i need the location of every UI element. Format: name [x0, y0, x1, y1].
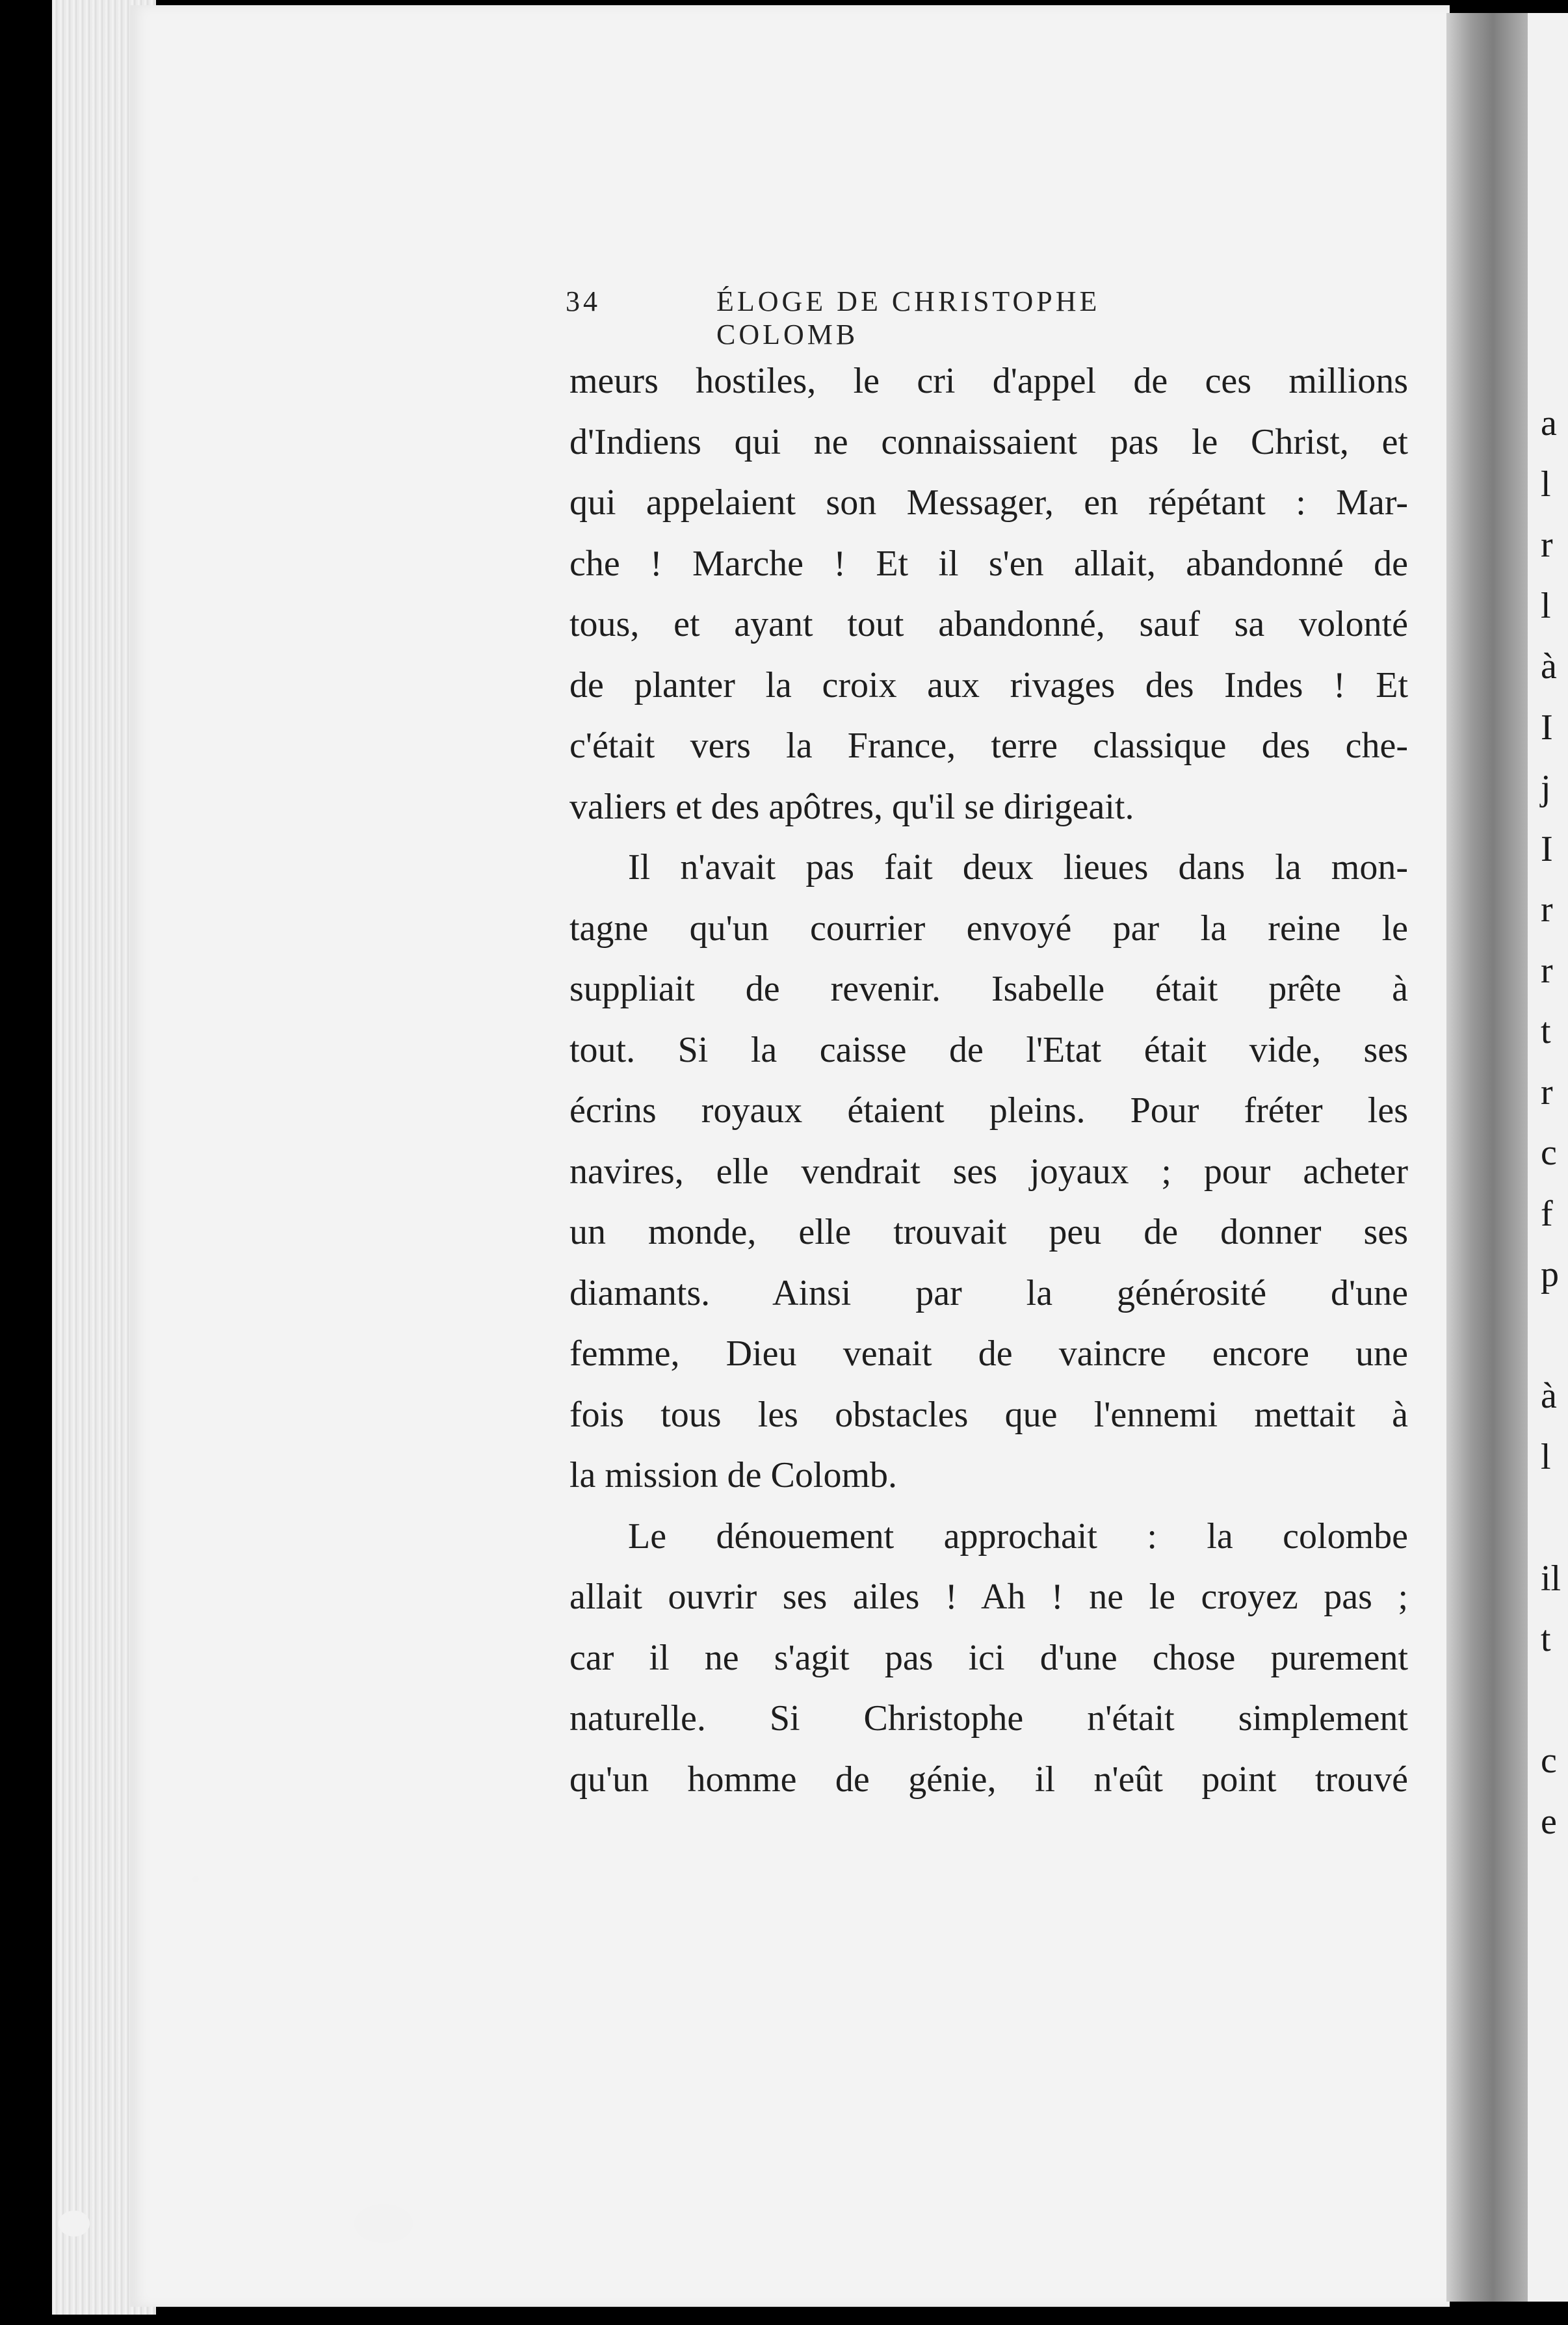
- text-line: Le dénouement approchait : la colombe: [628, 1516, 1408, 1557]
- running-header: [566, 285, 1235, 350]
- facing-page-fragment: r: [1541, 525, 1553, 565]
- facing-page-fragment: t: [1541, 1619, 1551, 1659]
- body-text: [569, 351, 1408, 1810]
- speck: [59, 2211, 90, 2237]
- facing-page-fragment: p: [1541, 1254, 1559, 1294]
- facing-page-fragment: c: [1541, 1740, 1557, 1781]
- text-line: tous, et ayant tout abandonné, sauf sa volonté: [569, 604, 1408, 644]
- text-line: tout. Si la caisse de l'Etat était vide, ses: [569, 1029, 1408, 1070]
- text-line: la mission de Colomb.: [569, 1455, 897, 1495]
- facing-page-fragment: I: [1541, 828, 1553, 869]
- text-line: c'était vers la France, terre classique des che-: [569, 726, 1408, 766]
- facing-page-fragment: f: [1541, 1193, 1553, 1234]
- text-line: écrins royaux étaient pleins. Pour fréter les: [569, 1090, 1408, 1131]
- facing-page-fragment: r: [1541, 950, 1553, 991]
- text-line: allait ouvrir ses ailes ! Ah ! ne le croyez pas ;: [569, 1577, 1408, 1617]
- text-line: qu'un homme de génie, il n'eût point trouvé: [569, 1759, 1408, 1800]
- text-line: che ! Marche ! Et il s'en allait, abandonné de: [569, 543, 1408, 584]
- facing-page-fragment: à: [1541, 1376, 1557, 1416]
- facing-page-fragment: l: [1541, 585, 1551, 626]
- facing-page-fragment: t: [1541, 1011, 1551, 1051]
- facing-page-fragment: I: [1541, 707, 1553, 748]
- facing-page-fragment: à: [1541, 646, 1557, 687]
- text-line: de planter la croix aux rivages des Indes ! Et: [569, 664, 1408, 705]
- facing-page-fragment: r: [1541, 889, 1553, 930]
- text-line: navires, elle vendrait ses joyaux ; pour acheter: [569, 1151, 1408, 1192]
- facing-page-fragment: e: [1541, 1801, 1557, 1842]
- text-line: meurs hostiles, le cri d'appel de ces millions: [569, 361, 1408, 401]
- running-title: ÉLOGE DE CHRISTOPHE COLOMB: [716, 285, 1101, 350]
- text-line: valiers et des apôtres, qu'il se dirigeait.: [569, 786, 1134, 827]
- text-line: un monde, elle trouvait peu de donner ses: [569, 1212, 1408, 1252]
- facing-page-fragment: j: [1541, 768, 1551, 808]
- facing-page-edge: [1528, 13, 1568, 2302]
- text-line: car il ne s'agit pas ici d'une chose purement: [569, 1637, 1408, 1678]
- facing-page-fragment: r: [1541, 1071, 1553, 1112]
- text-line: fois tous les obstacles que l'ennemi mettait à: [569, 1394, 1408, 1435]
- speck: [354, 2204, 413, 2243]
- facing-page-fragment: il: [1541, 1558, 1561, 1599]
- spine-shadow: [1446, 13, 1531, 2302]
- text-line: suppliait de revenir. Isabelle était prête à: [569, 969, 1408, 1009]
- text-line: d'Indiens qui ne connaissaient pas le Christ, et: [569, 421, 1408, 462]
- text-line: Il n'avait pas fait deux lieues dans la mon-: [628, 847, 1408, 887]
- page-number: 34: [566, 285, 601, 317]
- facing-page-fragment: a: [1541, 403, 1557, 443]
- text-line: naturelle. Si Christophe n'était simplement: [569, 1698, 1408, 1739]
- facing-page-fragment: l: [1541, 464, 1551, 505]
- text-line: femme, Dieu venait de vaincre encore une: [569, 1333, 1408, 1374]
- speck: [192, 1876, 199, 1882]
- facing-page-fragment: c: [1541, 1133, 1557, 1173]
- facing-page-fragment: l: [1541, 1436, 1551, 1477]
- text-line: tagne qu'un courrier envoyé par la reine le: [569, 908, 1408, 949]
- text-line: qui appelaient son Messager, en répétant : Mar-: [569, 482, 1408, 523]
- text-line: diamants. Ainsi par la générosité d'une: [569, 1272, 1408, 1313]
